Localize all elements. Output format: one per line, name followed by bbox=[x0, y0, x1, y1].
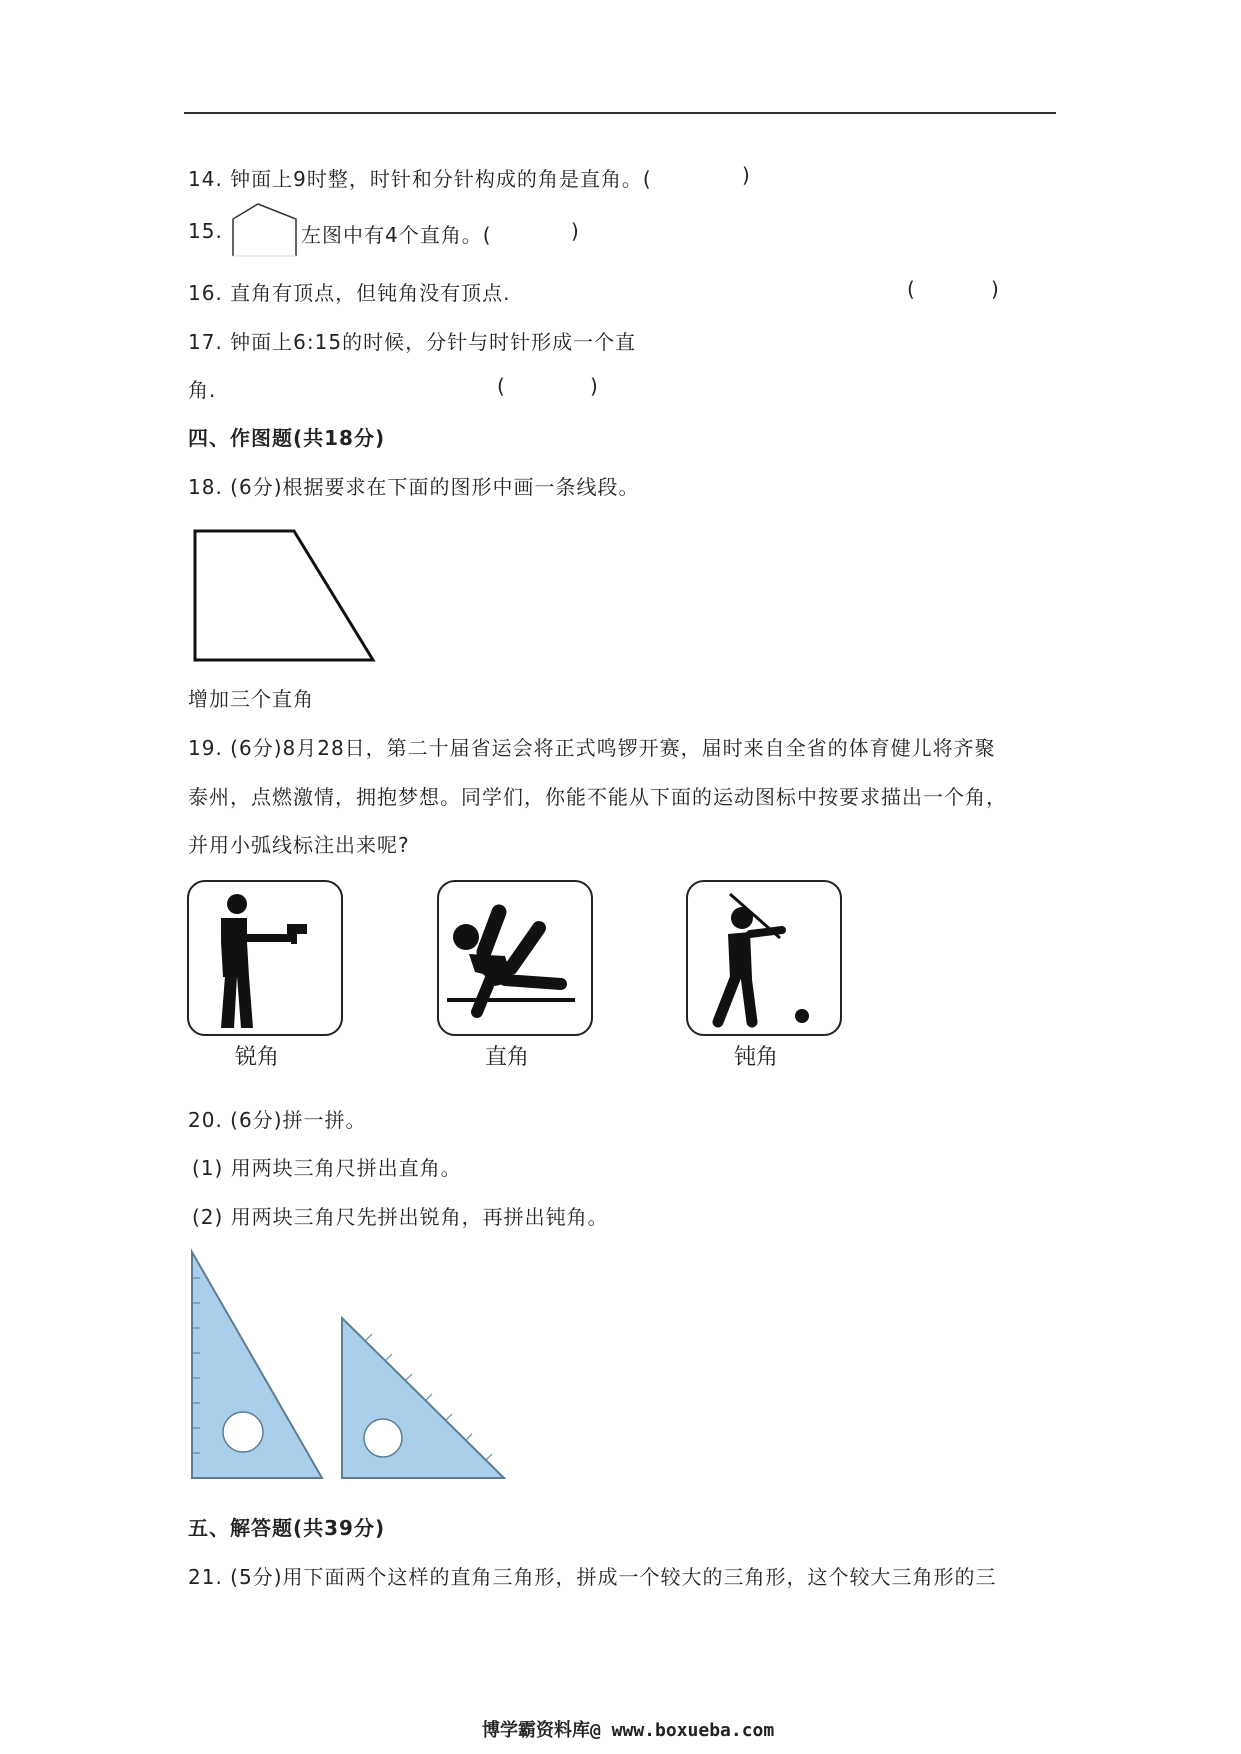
question-18-caption: 增加三个直角 bbox=[188, 687, 314, 711]
question-19-line2: 泰州，点燃激情，拥抱梦想。同学们，你能不能从下面的运动图标中按要求描出一个角， bbox=[188, 785, 1007, 809]
question-14: 14. 钟面上9时整，时针和分针构成的角是直角。( bbox=[188, 167, 652, 191]
section-5-title: 五、解答题(共39分) bbox=[188, 1516, 386, 1540]
sport-tile-fallen[interactable] bbox=[437, 880, 593, 1036]
question-19-line3: 并用小弧线标注出来呢? bbox=[188, 833, 410, 857]
set-square-small[interactable] bbox=[342, 1318, 504, 1478]
question-19-line1: 19. (6分)8月28日，第二十届省运会将正式鸣锣开赛，届时来自全省的体育健儿将齐聚 bbox=[188, 736, 996, 760]
shooting-icon bbox=[189, 882, 341, 1034]
question-20: 20. (6分)拼一拼。 bbox=[188, 1108, 367, 1132]
question-16: 16. 直角有顶点，但钝角没有顶点. bbox=[188, 281, 511, 305]
trapezoid-figure[interactable] bbox=[190, 528, 380, 664]
answer-paren-17-open[interactable]: ( bbox=[497, 374, 505, 398]
golf-icon bbox=[688, 882, 840, 1034]
sport-caption-acute: 锐角 bbox=[235, 1045, 280, 1070]
question-17-line1: 17. 钟面上6:15的时候，分针与时针形成一个直 bbox=[188, 330, 637, 354]
answer-paren-17-close[interactable]: ) bbox=[590, 374, 598, 398]
question-21: 21. (5分)用下面两个这样的直角三角形，拼成一个较大的三角形，这个较大三角形的三 bbox=[188, 1565, 997, 1589]
sport-caption-obtuse: 钝角 bbox=[734, 1045, 779, 1070]
sport-caption-right: 直角 bbox=[485, 1045, 530, 1070]
sport-tile-shooting[interactable] bbox=[187, 880, 343, 1036]
set-square-large[interactable] bbox=[192, 1252, 322, 1478]
question-18: 18. (6分)根据要求在下面的图形中画一条线段。 bbox=[188, 475, 640, 499]
fallen-athlete-icon bbox=[439, 882, 591, 1034]
question-17-line2: 角. bbox=[188, 378, 217, 402]
pentagon-figure bbox=[230, 201, 300, 257]
question-15: 左图中有4个直角。( bbox=[301, 223, 492, 247]
header-rule bbox=[184, 112, 1056, 114]
section-4-title: 四、作图题(共18分) bbox=[188, 426, 386, 450]
answer-paren-14[interactable]: ) bbox=[742, 163, 750, 187]
question-20-part1: (1) 用两块三角尺拼出直角。 bbox=[192, 1156, 462, 1180]
answer-paren-16-open[interactable]: ( bbox=[907, 277, 915, 301]
set-squares-figure[interactable] bbox=[186, 1248, 516, 1482]
answer-paren-16-close[interactable]: ) bbox=[991, 277, 999, 301]
answer-paren-15[interactable]: ) bbox=[571, 219, 579, 243]
question-20-part2: (2) 用两块三角尺先拼出锐角，再拼出钝角。 bbox=[192, 1205, 609, 1229]
footer-watermark: 博学霸资料库@ www.boxueba.com bbox=[482, 1720, 775, 1741]
sport-tile-golf[interactable] bbox=[686, 880, 842, 1036]
question-15-number: 15. bbox=[188, 219, 223, 243]
